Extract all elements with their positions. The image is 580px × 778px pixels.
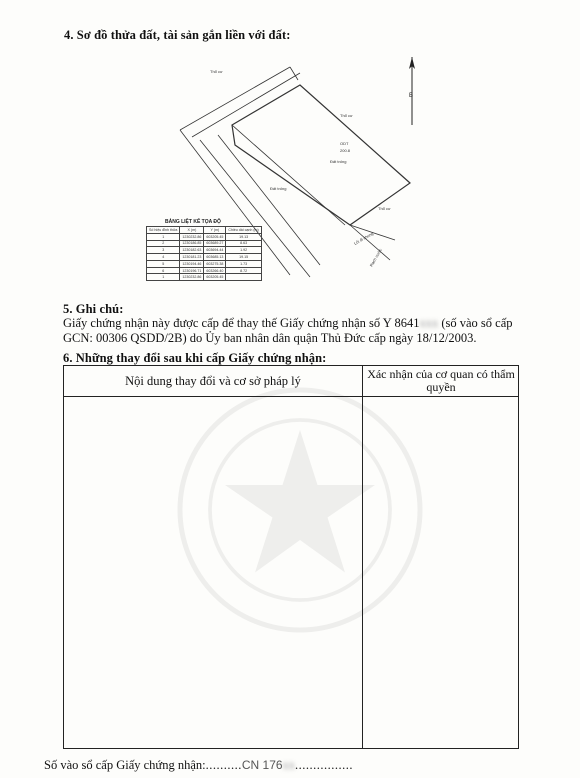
coord-cell: 1 <box>147 233 180 240</box>
changes-col-content: Nội dung thay đổi và cơ sở pháp lý <box>125 374 301 388</box>
coord-table <box>146 226 262 281</box>
coord-cell: 8.63 <box>226 240 261 247</box>
section6-title: 6. Những thay đổi sau khi cấp Giấy chứng nhận: <box>63 351 327 365</box>
coord-cell: 19.13 <box>226 233 261 240</box>
section5-title: 5. Ghi chú: <box>63 302 124 316</box>
coord-cell: 1230182.63 <box>180 247 204 254</box>
coord-cell: 3 <box>147 247 180 254</box>
coord-cell: 4 <box>147 254 180 261</box>
coord-row <box>147 260 262 267</box>
coord-cell: 1230181.23 <box>180 254 204 261</box>
map-label-9: Rạch nước <box>368 247 383 268</box>
coord-cell: 603205.45 <box>204 274 226 281</box>
map-label-2: Thổ cư <box>340 113 353 118</box>
note-text-b: (số vào sổ cấp GCN: 00306 QSDD/2B) do Ủy ban nhân dân quận Thủ Đức cấp ngày 18/12/2003. <box>63 316 513 345</box>
coord-row <box>147 254 262 261</box>
column-divider <box>362 366 363 748</box>
coord-row <box>147 233 262 240</box>
coord-row <box>147 267 262 274</box>
coord-table-title: BẢNG LIỆT KÊ TỌA ĐỘ <box>165 219 221 225</box>
coord-header-cell: X (m) <box>180 227 204 234</box>
footer-value: CN 176 <box>241 758 283 772</box>
changes-col-confirmation: Xác nhận của cơ quan có thẩm quyền <box>367 367 515 394</box>
coord-cell: 1230232.86 <box>180 274 204 281</box>
coord-cell: 8.72 <box>226 267 261 274</box>
coord-header-cell: Chiều dài cạnh (m) <box>226 227 261 234</box>
coord-cell: 1230194.46 <box>180 260 204 267</box>
map-label-8: Lối đi chung <box>353 230 375 246</box>
coord-cell: 1230186.85 <box>180 240 204 247</box>
footer-registry <box>44 758 353 773</box>
coord-cell: 1.92 <box>226 247 261 254</box>
footer-redacted: xx <box>282 758 296 772</box>
footer-dots-after: ................ <box>295 758 354 772</box>
coord-cell: 6 <box>147 267 180 274</box>
section4-title: 4. Sơ đồ thửa đất, tài sản gắn liền với đất: <box>64 28 291 42</box>
map-label-6: ODT <box>340 141 349 146</box>
header-divider <box>64 396 518 397</box>
coord-cell: 603266.40 <box>204 267 226 274</box>
map-label-4: Đất trống <box>270 186 287 191</box>
coord-cell: 603694.44 <box>204 247 226 254</box>
coord-cell: 5 <box>147 260 180 267</box>
coord-cell: 1 <box>147 274 180 281</box>
coord-cell: 603689.27 <box>204 240 226 247</box>
section5-note <box>63 316 523 346</box>
coord-cell: 2 <box>147 240 180 247</box>
coord-cell: 603275.38 <box>204 260 226 267</box>
coord-header-cell: Y (m) <box>204 227 226 234</box>
note-redacted: xxx <box>419 316 439 330</box>
coord-cell: 1230196.71 <box>180 267 204 274</box>
map-label-1: Thổ cư <box>210 69 223 74</box>
coord-cell: 19.15 <box>226 254 261 261</box>
footer-dots-before: .......... <box>205 758 242 772</box>
map-label-7: 200.8 <box>340 148 351 153</box>
coord-header-cell: Số hiệu đỉnh thửa <box>147 227 180 234</box>
coord-row <box>147 247 262 254</box>
footer-label: Số vào sổ cấp Giấy chứng nhận: <box>44 758 206 772</box>
coord-table-header <box>147 227 262 234</box>
north-arrow-icon <box>409 57 415 125</box>
coord-cell: 1230232.86 <box>180 233 204 240</box>
note-text-a: Giấy chứng nhận này được cấp để thay thế Giấy chứng nhận số Y 8641 <box>63 316 420 330</box>
coord-row <box>147 274 262 281</box>
map-label-3: Thổ cư <box>378 206 391 211</box>
coord-cell: 603685.13 <box>204 254 226 261</box>
coord-row <box>147 240 262 247</box>
coord-cell: 1.73 <box>226 260 261 267</box>
map-label-5: Đất trống <box>330 159 347 164</box>
coord-cell <box>226 274 261 281</box>
north-label: B <box>409 93 414 99</box>
coord-cell: 603205.45 <box>204 233 226 240</box>
changes-table <box>63 365 519 749</box>
